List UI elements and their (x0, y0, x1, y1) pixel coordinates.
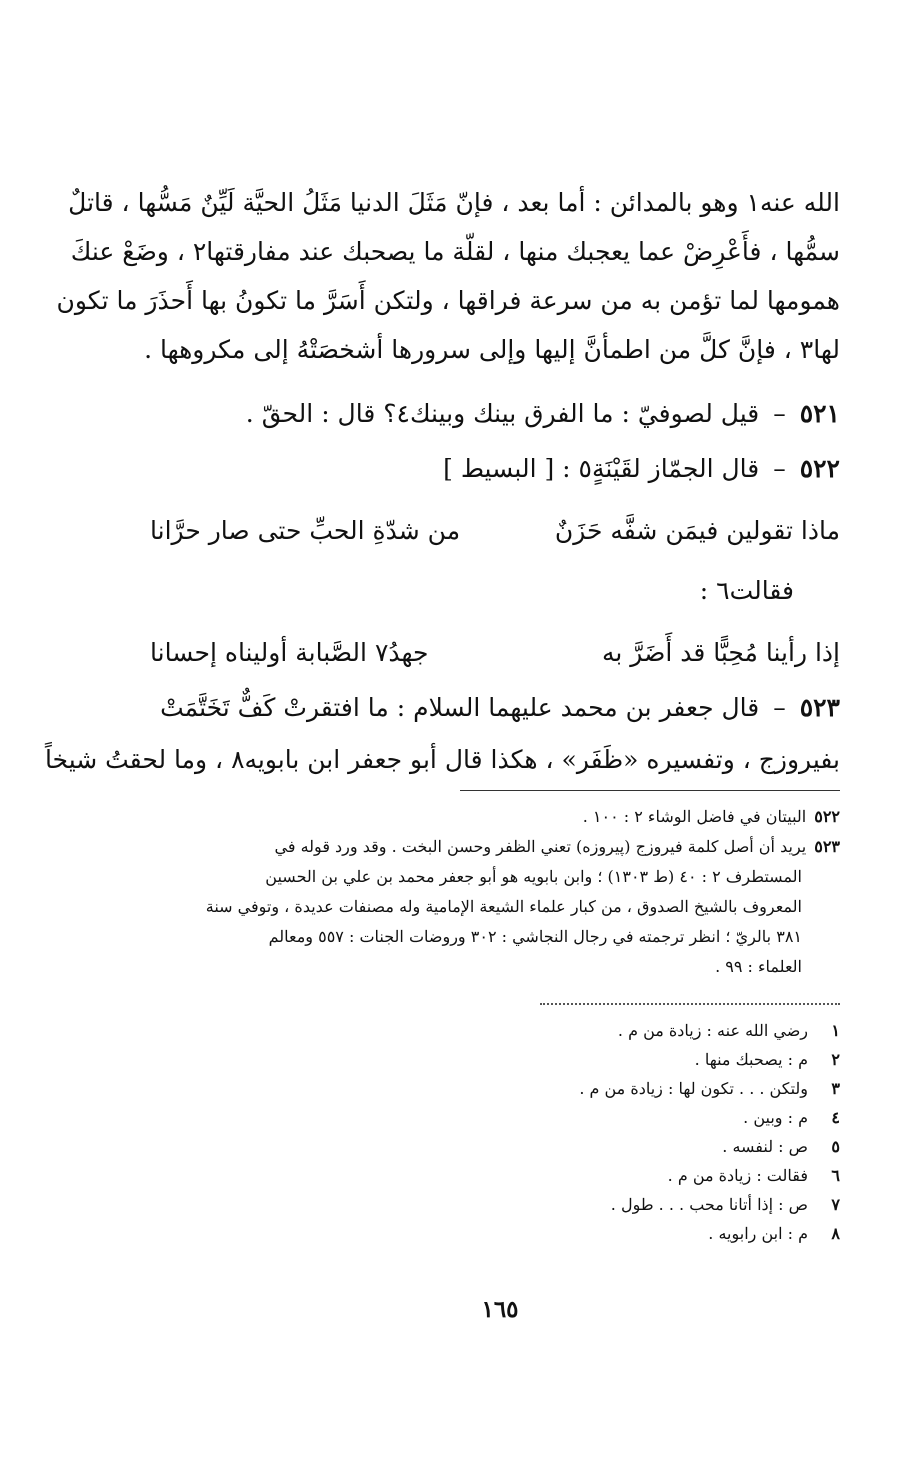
entry-number: ٥٢١ (799, 399, 840, 428)
variant-item (400, 1132, 840, 1161)
variant-item (400, 1016, 840, 1045)
entry-text: قال جعفر بن محمد عليهما السلام : ما افتقرتْ كَفٌّ تَخَتَّمَتْ (160, 693, 760, 722)
verse-hemistich: من شدّةِ الحبِّ حتى صار حرَّانا (150, 516, 461, 545)
entry-dash: – (773, 454, 786, 483)
variant-text: ص : إذا أتانا محب . . . طول . (610, 1195, 808, 1214)
page-number: ١٦٥ (481, 1296, 519, 1323)
variant-number: ٧ (831, 1195, 840, 1214)
variants-divider (540, 1003, 840, 1005)
variant-readings (400, 1016, 840, 1248)
main-text (44, 178, 840, 784)
variant-item (400, 1045, 840, 1074)
entry-text: قال الجمّاز لقَيْنَةٍ٥ : [ البسيط ] (443, 454, 760, 483)
variant-number: ١ (831, 1021, 840, 1040)
body-line: الله عنه١ وهو بالمدائن : أما بعد ، فإنّ مَثَلَ الدنيا مَثَلُ الحيَّة لَيِّنٌ مَسُّها ، قاتلٌ (68, 188, 840, 217)
faqalat-line: فقالت٦ : (699, 576, 794, 605)
variant-number: ٥ (831, 1137, 840, 1156)
variant-text: م : ابن رابويه . (708, 1224, 808, 1243)
footnote-523 (165, 832, 840, 982)
entry-521 (150, 399, 840, 429)
footnote-line: العلماء : ٩٩ . (715, 957, 802, 976)
footnotes (165, 802, 840, 982)
variant-text: رضي الله عنه : زيادة من م . (617, 1021, 808, 1040)
verse-line-1 (150, 516, 840, 546)
footnote-number: ٥٢٣ (814, 837, 840, 856)
verse-hemistich: جهدُ٧ الصَّبابة أولیناه إحسانا (150, 638, 429, 667)
variant-text: م : وبين . (743, 1108, 808, 1127)
entry-523-continuation: بفيروزج ، وتفسيره «ظَفَر» ، هكذا قال أبو جعفر ابن بابويه٨ ، وما لحقتُ شيخاً (44, 745, 840, 774)
variant-number: ٤ (831, 1108, 840, 1127)
variant-number: ٦ (831, 1166, 840, 1185)
body-line: سمُّها ، فأَعْرِضْ عما يعجبك منها ، لقلّة ما يصحبك عند مفارقتها٢ ، وضَعْ عنكَ (70, 237, 840, 266)
footnote-rule (460, 790, 840, 791)
entry-523 (150, 693, 840, 723)
verse-hemistich: إذا رأينا مُحِبًّا قد أَضَرَّ به (602, 638, 840, 667)
variant-item (400, 1103, 840, 1132)
variant-item (400, 1074, 840, 1103)
entry-text: قيل لصوفيّ : ما الفرق بينك وبينك٤؟ قال : الحقّ . (245, 399, 760, 428)
body-line: لها٣ ، فإنَّ كلَّ من اطمأنَّ إليها وإلى سرورها أشخصَتْهُ إلى مكروهها . (144, 335, 840, 364)
variant-text: ص : لنفسه . (722, 1137, 808, 1156)
variant-item (400, 1190, 840, 1219)
entry-dash: – (773, 693, 786, 722)
verse-hemistich: ماذا تقولين فيمَن شفَّه حَزَنٌ (554, 516, 840, 545)
variant-number: ٨ (831, 1224, 840, 1243)
footnote-line: يريد أن أصل كلمة فيروزج (پيروزه) تعني الظفر وحسن البخت . وقد ورد قوله في (274, 837, 807, 856)
footnote-line: البيتان في فاضل الوشاء ٢ : ١٠٠ . (582, 807, 807, 826)
variant-text: م : يصحبك منها . (694, 1050, 808, 1069)
verse-line-2 (150, 638, 840, 668)
footnote-line: المعروف بالشيخ الصدوق ، من كبار علماء الشيعة الإمامية وله مصنفات عديدة ، وتوفي سنة (205, 897, 802, 916)
entry-522 (150, 454, 840, 484)
body-line: همومها لما تؤمن به من سرعة فراقها ، ولتكن أَسَرَّ ما تكونُ بها أَحذَرَ ما تكون (56, 286, 840, 315)
variant-number: ٢ (831, 1050, 840, 1069)
entry-dash: – (773, 399, 786, 428)
variant-number: ٣ (831, 1079, 840, 1098)
variant-text: فقالت : زيادة من م . (667, 1166, 808, 1185)
variant-item (400, 1219, 840, 1248)
entry-number: ٥٢٣ (799, 693, 840, 722)
entry-number: ٥٢٢ (799, 454, 840, 483)
variant-item (400, 1161, 840, 1190)
variant-text: ولتكن . . . تكون لها : زيادة من م . (579, 1079, 808, 1098)
footnote-number: ٥٢٢ (814, 807, 840, 826)
footnote-line: المستطرف ٢ : ٤٠ (ط ١٣٠٣) ؛ وابن بابويه هو أبو جعفر محمد بن علي بن الحسين (265, 867, 802, 886)
footnote-522 (165, 802, 840, 832)
footnote-line: ٣٨١ بالريّ ؛ انظر ترجمته في رجال النجاشي : ٣٠٢ وروضات الجنات : ٥٥٧ ومعالم (268, 927, 802, 946)
